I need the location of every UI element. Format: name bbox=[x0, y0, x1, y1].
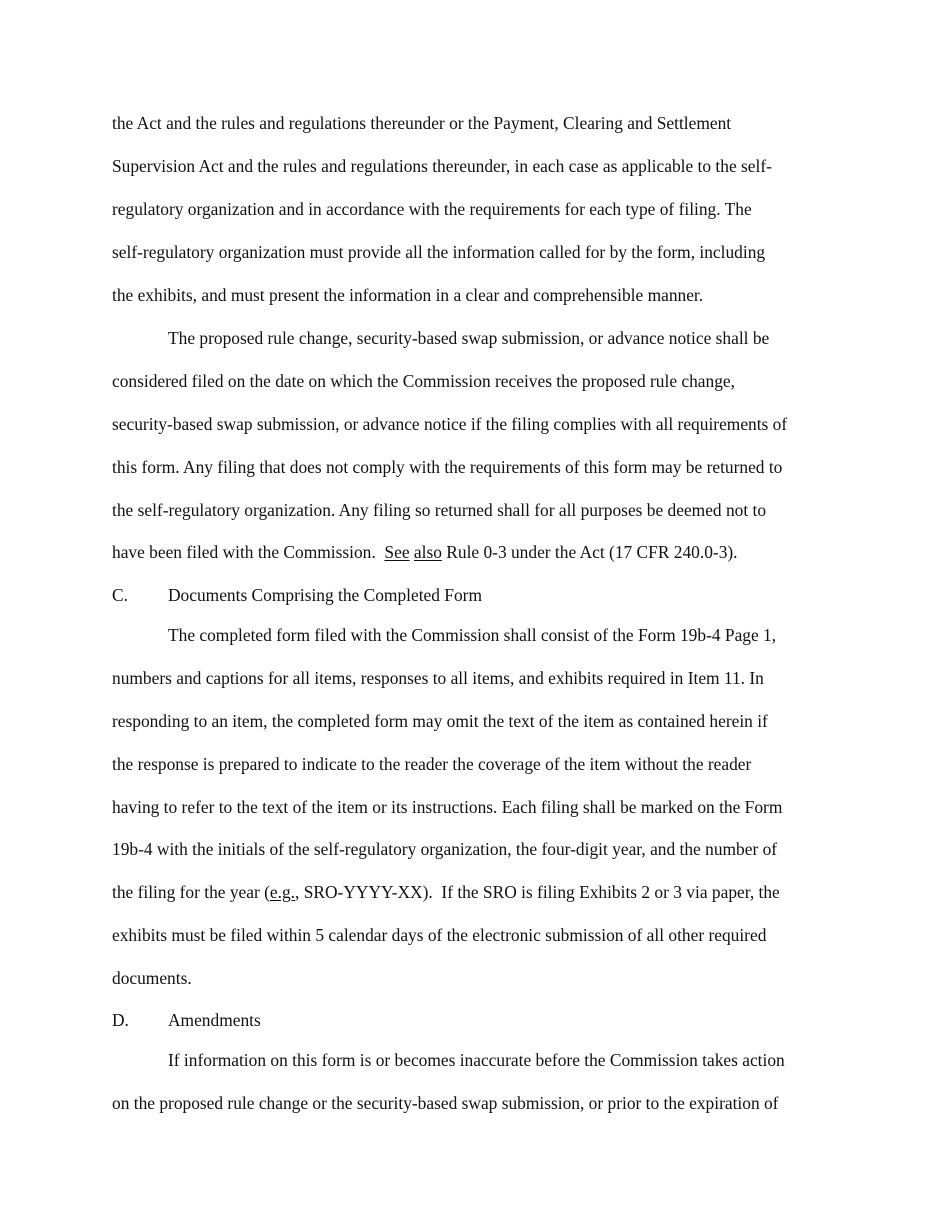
section-letter: D. bbox=[112, 1010, 129, 1030]
see-citation-signal: See bbox=[384, 542, 410, 562]
paragraph-line: exhibits must be filed within 5 calendar days of the electronic submission of all other required bbox=[112, 925, 767, 945]
section-title: Documents Comprising the Completed Form bbox=[168, 585, 482, 605]
section-title: Amendments bbox=[168, 1010, 261, 1030]
also-citation-signal: also bbox=[413, 542, 442, 562]
paragraph-line: the self-regulatory organization. Any filing so returned shall for all purposes be deemed not to bbox=[112, 500, 767, 520]
line-text: , SRO-YYYY-XX). If the SRO is filing Exhibits 2 or 3 via paper, the bbox=[295, 882, 780, 902]
paragraph-line: Supervision Act and the rules and regulations thereunder, in each case as applicable to the self- bbox=[112, 156, 772, 176]
paragraph-line: documents. bbox=[112, 968, 192, 988]
paragraph-line: The completed form filed with the Commission shall consist of the Form 19b-4 Page 1, bbox=[168, 625, 777, 645]
paragraph-line: security-based swap submission, or advance notice if the filing complies with all requirements of bbox=[112, 414, 788, 434]
paragraph-line: If information on this form is or becomes inaccurate before the Commission takes action bbox=[168, 1050, 785, 1070]
paragraph-line: self-regulatory organization must provide all the information called for by the form, including bbox=[112, 242, 766, 262]
paragraph-line bbox=[112, 882, 780, 902]
paragraph-line: numbers and captions for all items, responses to all items, and exhibits required in Item 11. In bbox=[112, 668, 764, 688]
paragraph-line: the Act and the rules and regulations thereunder or the Payment, Clearing and Settlement bbox=[112, 113, 732, 133]
paragraph-line: on the proposed rule change or the security-based swap submission, or prior to the expiration of bbox=[112, 1093, 779, 1113]
line-text: the filing for the year ( bbox=[112, 882, 270, 902]
paragraph-line: regulatory organization and in accordance with the requirements for each type of filing. The bbox=[112, 199, 752, 219]
paragraph-line: considered filed on the date on which the Commission receives the proposed rule change, bbox=[112, 371, 735, 391]
paragraph-line: the response is prepared to indicate to the reader the coverage of the item without the reader bbox=[112, 754, 752, 774]
paragraph-line: the exhibits, and must present the information in a clear and comprehensible manner. bbox=[112, 285, 704, 305]
paragraph-line bbox=[112, 542, 738, 562]
paragraph-line: 19b-4 with the initials of the self-regulatory organization, the four-digit year, and the number of bbox=[112, 839, 778, 859]
line-text: Rule 0-3 under the Act (17 CFR 240.0-3). bbox=[441, 542, 738, 562]
paragraph-line: having to refer to the text of the item or its instructions. Each filing shall be marked on the Form bbox=[112, 797, 783, 817]
eg-abbreviation: e.g. bbox=[269, 882, 296, 902]
line-text: have been filed with the Commission. bbox=[112, 542, 385, 562]
paragraph-line: responding to an item, the completed form may omit the text of the item as contained herein if bbox=[112, 711, 768, 731]
section-letter: C. bbox=[112, 585, 128, 605]
paragraph-line: this form. Any filing that does not comply with the requirements of this form may be returned to bbox=[112, 457, 783, 477]
paragraph-line: The proposed rule change, security-based swap submission, or advance notice shall be bbox=[168, 328, 770, 348]
